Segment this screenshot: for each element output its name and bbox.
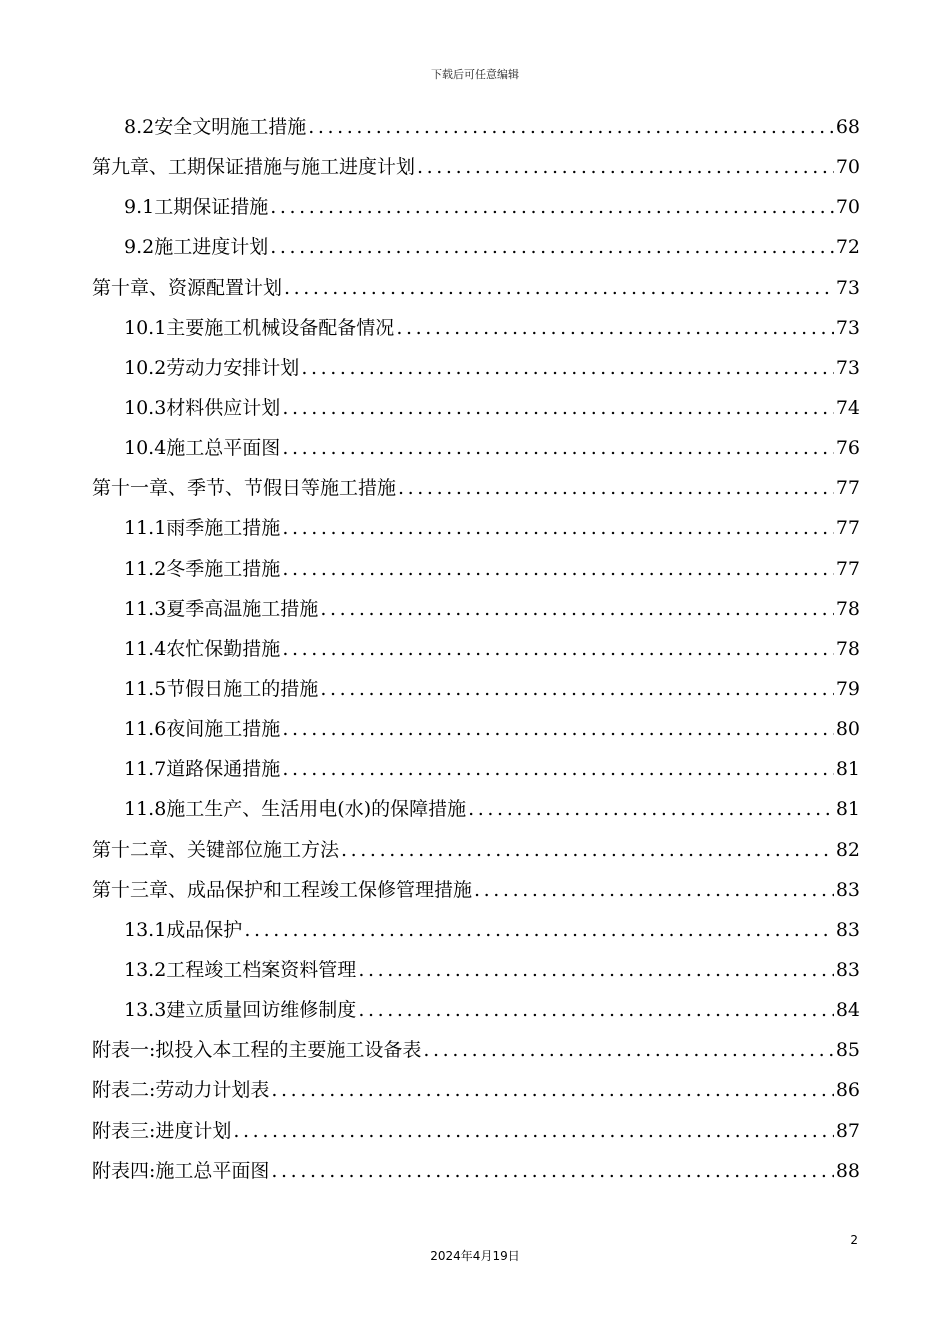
toc-entry[interactable]	[92, 508, 860, 548]
toc-entry[interactable]	[92, 1070, 860, 1110]
toc-entry[interactable]	[92, 268, 860, 308]
toc-entry-page: 73	[835, 356, 860, 379]
toc-leader-dots	[320, 589, 834, 629]
toc-leader-dots	[423, 1030, 833, 1070]
toc-entry-title: 第十二章、关键部位施工方法	[92, 838, 340, 861]
toc-entry-page: 83	[835, 958, 860, 981]
toc-entry-title: 11.4农忙保勤措施	[124, 637, 281, 660]
toc-leader-dots	[398, 468, 834, 508]
toc-entry[interactable]	[92, 348, 860, 388]
toc-entry-page: 82	[835, 838, 860, 861]
toc-entry[interactable]	[92, 990, 860, 1030]
toc-entry-page: 73	[835, 276, 860, 299]
toc-leader-dots	[270, 227, 834, 267]
toc-entry[interactable]	[92, 388, 860, 428]
toc-entry[interactable]	[92, 1111, 860, 1151]
toc-entry-title: 13.3建立质量回访维修制度	[124, 999, 357, 1022]
toc-entry-page: 88	[835, 1159, 860, 1182]
toc-entry-page: 83	[835, 918, 860, 941]
toc-leader-dots	[271, 1151, 833, 1191]
toc-entry-page: 77	[835, 517, 860, 540]
toc-entry-title: 11.8施工生产、生活用电(水)的保障措施	[124, 798, 467, 821]
toc-entry-title: 第十一章、季节、节假日等施工措施	[92, 477, 397, 500]
toc-entry-page: 84	[835, 999, 860, 1022]
toc-leader-dots	[282, 629, 834, 669]
toc-leader-dots	[396, 308, 834, 348]
toc-leader-dots	[282, 508, 834, 548]
toc-entry-title: 附表二:劳动力计划表	[92, 1079, 270, 1102]
toc-entry-title: 附表一:拟投入本工程的主要施工设备表	[92, 1039, 422, 1062]
toc-entry[interactable]	[92, 669, 860, 709]
toc-entry-page: 77	[835, 477, 860, 500]
toc-entry-page: 87	[835, 1119, 860, 1142]
toc-entry[interactable]	[92, 187, 860, 227]
toc-entry-page: 83	[835, 878, 860, 901]
toc-entry[interactable]	[92, 428, 860, 468]
toc-entry-page: 70	[835, 156, 860, 179]
toc-leader-dots	[341, 830, 834, 870]
toc-entry-page: 78	[835, 597, 860, 620]
toc-entry[interactable]	[92, 589, 860, 629]
toc-entry-page: 77	[835, 557, 860, 580]
toc-leader-dots	[282, 549, 834, 589]
toc-entry-page: 80	[835, 718, 860, 741]
toc-leader-dots	[282, 749, 834, 789]
toc-entry-page: 81	[835, 758, 860, 781]
toc-entry-page: 85	[835, 1039, 860, 1062]
toc-entry[interactable]	[92, 629, 860, 669]
toc-leader-dots	[284, 268, 834, 308]
toc-entry-page: 79	[835, 677, 860, 700]
toc-entry[interactable]	[92, 1151, 860, 1191]
toc-entry-page: 86	[835, 1079, 860, 1102]
page-number: 2	[850, 1233, 858, 1247]
toc-entry-title: 第九章、工期保证措施与施工进度计划	[92, 156, 416, 179]
toc-entry-title: 11.7道路保通措施	[124, 758, 281, 781]
toc-entry[interactable]	[92, 709, 860, 749]
toc-leader-dots	[282, 709, 834, 749]
table-of-contents	[92, 107, 860, 1191]
toc-entry[interactable]	[92, 749, 860, 789]
toc-leader-dots	[282, 388, 834, 428]
toc-entry-title: 10.3材料供应计划	[124, 396, 281, 419]
toc-entry-title: 第十章、资源配置计划	[92, 276, 283, 299]
toc-entry[interactable]	[92, 950, 860, 990]
toc-entry-title: 10.1主要施工机械设备配备情况	[124, 316, 395, 339]
toc-entry-page: 70	[835, 196, 860, 219]
toc-entry[interactable]	[92, 468, 860, 508]
toc-entry[interactable]	[92, 830, 860, 870]
toc-leader-dots	[282, 428, 834, 468]
toc-leader-dots	[301, 348, 834, 388]
toc-entry-page: 73	[835, 316, 860, 339]
toc-leader-dots	[233, 1111, 833, 1151]
toc-entry-page: 68	[835, 116, 860, 138]
toc-leader-dots	[468, 789, 834, 829]
toc-entry[interactable]	[92, 1030, 860, 1070]
toc-entry-title: 11.3夏季高温施工措施	[124, 597, 319, 620]
toc-entry-title: 10.4施工总平面图	[124, 437, 281, 460]
toc-entry-title: 9.2施工进度计划	[124, 236, 269, 259]
toc-leader-dots	[244, 910, 834, 950]
toc-entry-title: 13.1成品保护	[124, 918, 243, 941]
toc-entry-page: 81	[835, 798, 860, 821]
toc-leader-dots	[270, 187, 834, 227]
toc-entry[interactable]	[92, 147, 860, 187]
toc-entry-title: 8.2安全文明施工措施	[124, 116, 307, 138]
toc-entry[interactable]	[92, 308, 860, 348]
toc-leader-dots	[474, 870, 834, 910]
toc-leader-dots	[358, 950, 834, 990]
toc-entry[interactable]	[92, 107, 860, 147]
toc-entry[interactable]	[92, 870, 860, 910]
toc-entry-title: 10.2劳动力安排计划	[124, 356, 300, 379]
toc-entry-title: 附表三:进度计划	[92, 1119, 232, 1142]
toc-entry[interactable]	[92, 227, 860, 267]
toc-entry-title: 11.1雨季施工措施	[124, 517, 281, 540]
toc-entry-title: 11.2冬季施工措施	[124, 557, 281, 580]
toc-leader-dots	[308, 107, 834, 147]
toc-entry-title: 9.1工期保证措施	[124, 196, 269, 219]
toc-entry[interactable]	[92, 910, 860, 950]
page-header: 下载后可任意编辑	[431, 68, 519, 81]
toc-entry-title: 11.5节假日施工的措施	[124, 677, 319, 700]
toc-entry-title: 第十三章、成品保护和工程竣工保修管理措施	[92, 878, 473, 901]
toc-entry-page: 78	[835, 637, 860, 660]
toc-entry-page: 72	[835, 236, 860, 259]
toc-entry-title: 附表四:施工总平面图	[92, 1159, 270, 1182]
toc-leader-dots	[358, 990, 834, 1030]
toc-entry-page: 74	[835, 396, 860, 419]
page-footer-date: 2024年4月19日	[430, 1249, 520, 1263]
toc-entry-title: 13.2工程竣工档案资料管理	[124, 958, 357, 981]
toc-leader-dots	[320, 669, 834, 709]
toc-entry-page: 76	[835, 437, 860, 460]
toc-leader-dots	[271, 1070, 833, 1110]
toc-entry[interactable]	[92, 789, 860, 829]
toc-entry-title: 11.6夜间施工措施	[124, 718, 281, 741]
toc-leader-dots	[417, 147, 834, 187]
toc-entry[interactable]	[92, 549, 860, 589]
